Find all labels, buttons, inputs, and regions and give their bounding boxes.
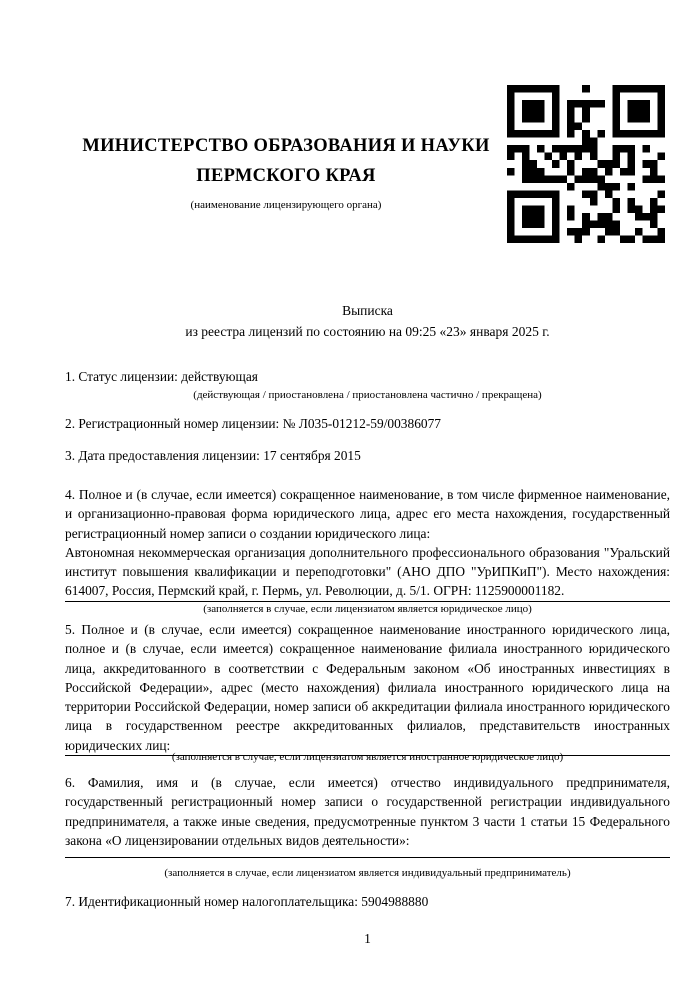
field-legal-entity xyxy=(65,485,670,602)
ministry-name-line1: МИНИСТЕРСТВО ОБРАЗОВАНИЯ И НАУКИ xyxy=(82,136,490,156)
field-license-status: 1. Статус лицензии: действующая xyxy=(65,369,258,384)
ministry-name-line2: ПЕРМСКОГО КРАЯ xyxy=(196,166,376,186)
licensing-authority-header xyxy=(65,131,507,212)
field-individual-entrepreneur-caption: (заполняется в случае, если лицензиатом является индивидуальный предприниматель) xyxy=(164,867,571,879)
field-legal-entity-intro: 4. Полное и (в случае, если имеется) сокращенное наименование, в том числе фирменное наименование, и организационно-правовая форма юридического лица, адрес его места нахождения, государственный регистрационный номер записи о создании юридического лица: xyxy=(65,487,670,541)
document-title xyxy=(65,300,670,342)
field-license-status-caption: (действующая / приостановлена / приостановлена частично / прекращена) xyxy=(193,389,542,401)
field-grant-date: 3. Дата предоставления лицензии: 17 сентября 2015 xyxy=(65,448,361,463)
document-title-line1: Выписка xyxy=(342,303,393,318)
field-registration-number: 2. Регистрационный номер лицензии: № Л035-01212-59/00386077 xyxy=(65,416,441,431)
field-individual-entrepreneur-intro: 6. Фамилия, имя и (в случае, если имеется) отчество индивидуального предпринимателя, государственный регистрационный номер записи о государственной регистрации индивидуального предпринимателя, а также иные сведения, предусмотренные пунктом 3 части 1 статьи 15 Федерального закона «О лицензировании отдельных видов деятельности»: xyxy=(65,775,670,848)
field-foreign-entity-caption: (заполняется в случае, если лицензиатом является иностранное юридическое лицо) xyxy=(171,751,564,763)
field-legal-entity-caption: (заполняется в случае, если лицензиатом является юридическое лицо) xyxy=(203,603,532,615)
field-foreign-entity-intro: 5. Полное и (в случае, если имеется) сокращенное наименование иностранного юридического лица, полное и (в случае, если имеется) сокращенное наименование филиала иностранного юридического лица, аккредитованного в соответствии с Федеральным законом «Об иностранных инвестициях в Российской Федерации», адрес (место нахождения) филиала иностранного юридического лица на территории Российской Федерации, номер записи об аккредитации филиала иностранного юридического лица в государственном реестре аккредитованных филиалов, представительств иностранных юридических лиц: xyxy=(65,622,670,753)
qr-code xyxy=(507,85,665,243)
field-legal-entity-value: Автономная некоммерческая организация дополнительного профессионального образования "Уральский институт повышения квалификации и переподготовки" (АНО ДПО "УрИПКиП"). Место нахождения: 614007, Россия, Пермский край, г. Пермь, ул. Революции, д. 5/1. ОГРН: 1125900001182. xyxy=(65,544,670,599)
ministry-caption: (наименование лицензирующего органа) xyxy=(190,199,382,211)
page-number: 1 xyxy=(364,931,371,946)
ministry-name xyxy=(65,131,507,191)
document-title-line2: из реестра лицензий по состоянию на 09:25 «23» января 2025 г. xyxy=(185,324,550,339)
field-individual-entrepreneur xyxy=(65,773,670,858)
field-foreign-entity xyxy=(65,620,670,756)
field-taxpayer-id: 7. Идентификационный номер налогоплательщика: 5904988880 xyxy=(65,894,429,909)
